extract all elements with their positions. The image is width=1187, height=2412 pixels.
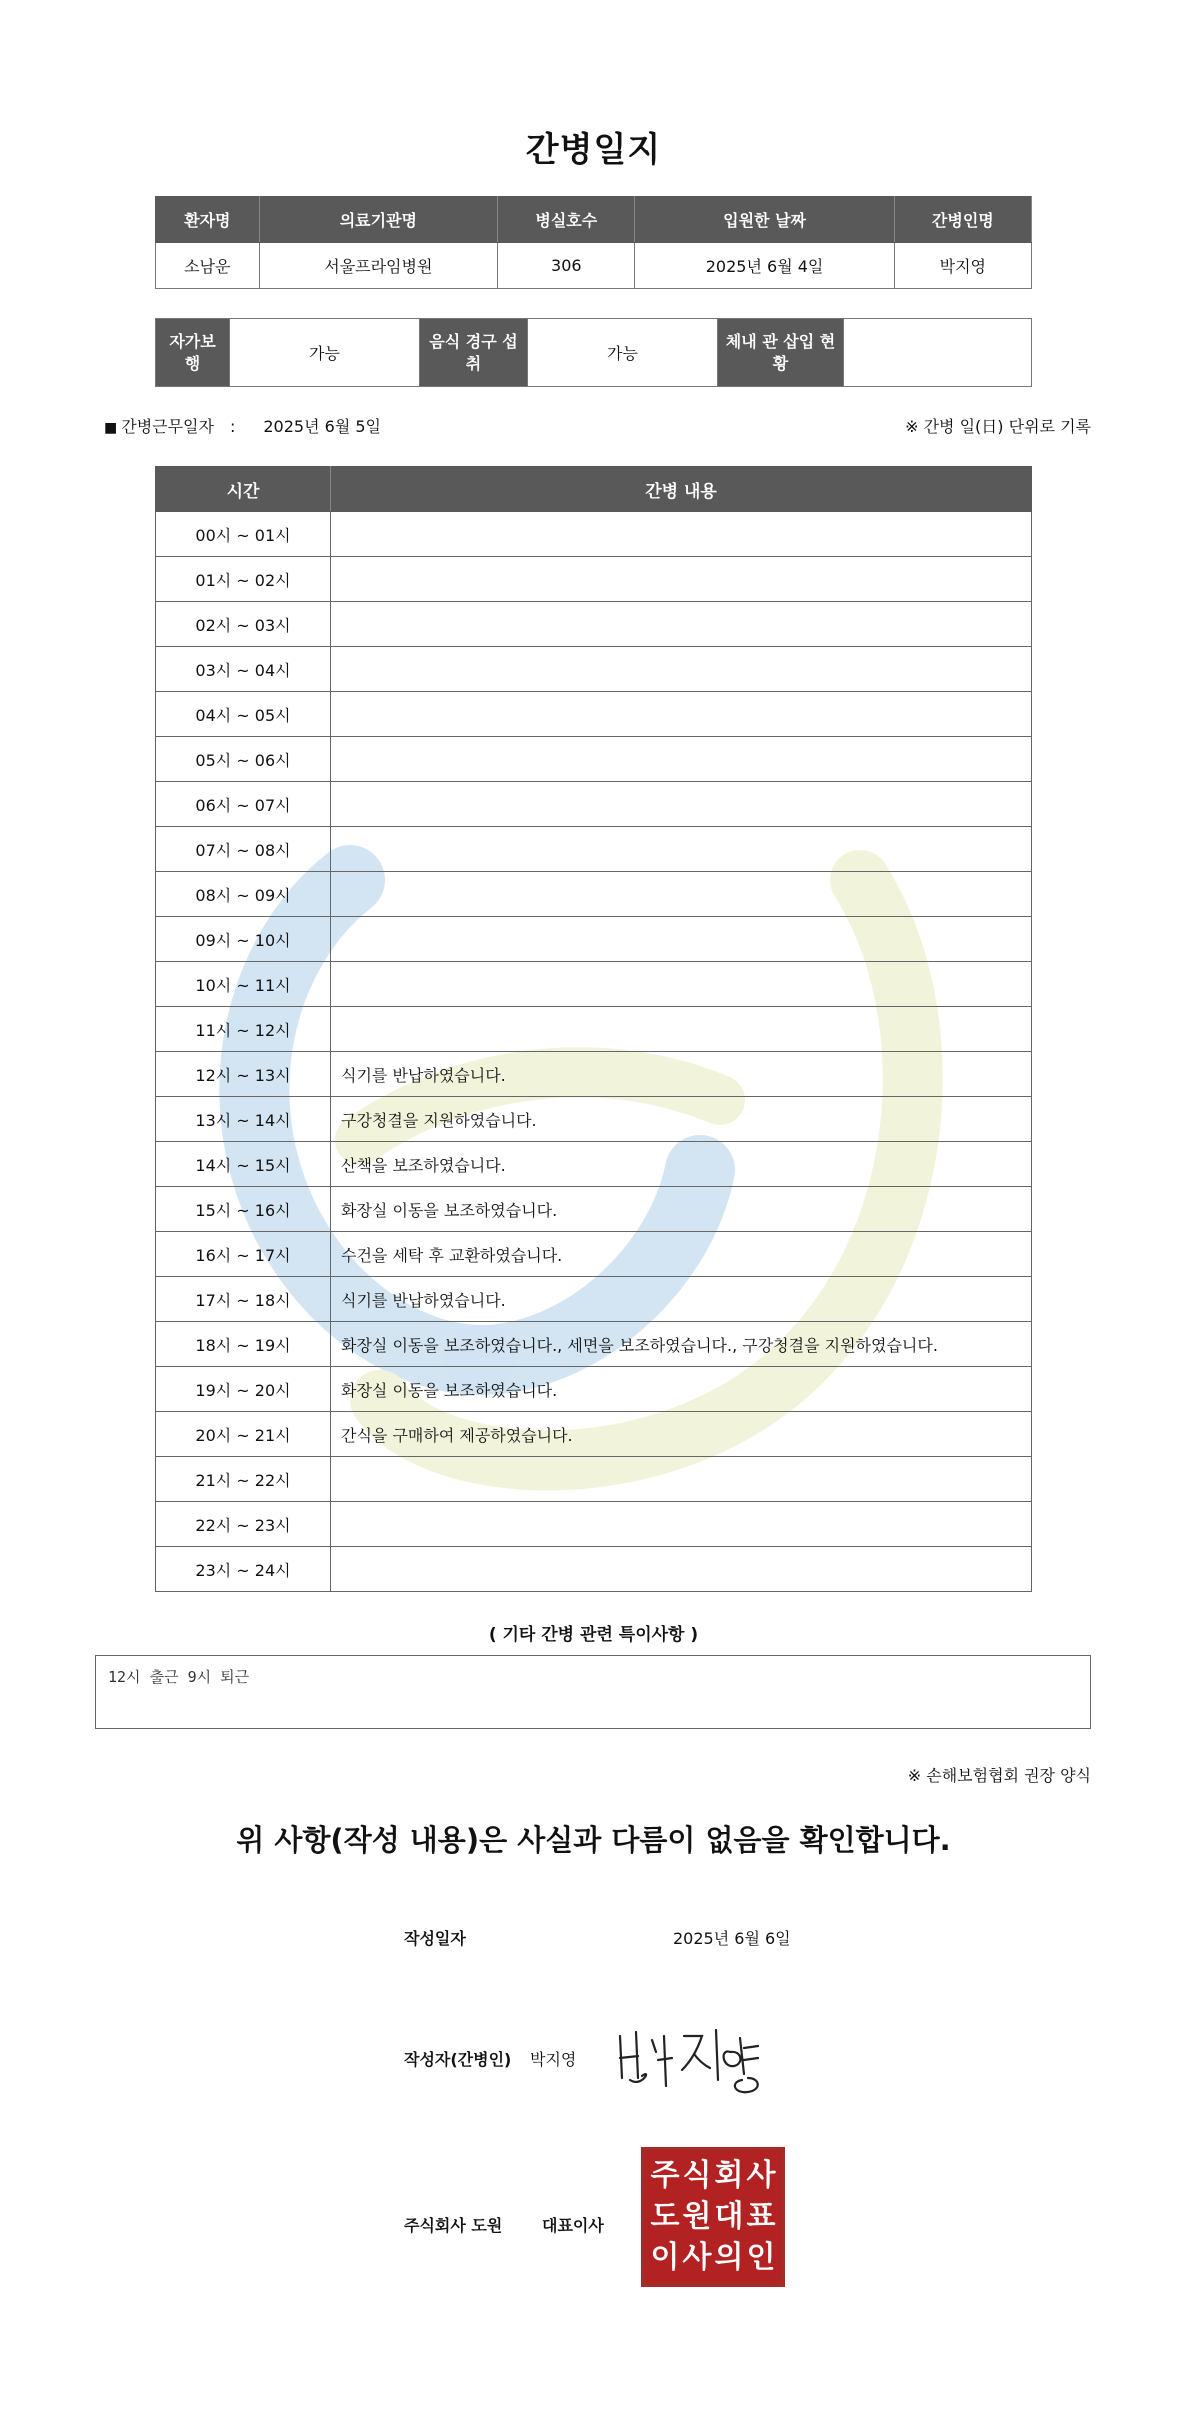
stamp-character: 원 [682,2198,712,2234]
table-row [156,962,1032,1007]
stamp-character: 대 [714,2198,744,2234]
care-content [331,782,1032,827]
caregiver-name-value: 박지영 [894,243,1031,289]
written-date-value: 2025년 6월 6일 [673,1929,791,1948]
care-content [331,1502,1032,1547]
admission-date-value: 2025년 6월 4일 [635,243,894,289]
time-slot: 23시 ~ 24시 [156,1547,331,1592]
care-content: 화장실 이동을 보조하였습니다., 세면을 보조하였습니다., 구강청결을 지원하였습니다. [331,1322,1032,1367]
care-content: 수건을 세탁 후 교환하였습니다. [331,1232,1032,1277]
table-row [156,1142,1032,1187]
time-slot: 03시 ~ 04시 [156,647,331,692]
time-slot: 08시 ~ 09시 [156,872,331,917]
room-number-header: 병실호수 [498,197,635,243]
oral-intake-value: 가능 [528,319,718,387]
time-slot: 18시 ~ 19시 [156,1322,331,1367]
time-slot: 22시 ~ 23시 [156,1502,331,1547]
patient-name-header: 환자명 [156,197,260,243]
table-row [156,917,1032,962]
table-row [156,602,1032,647]
table-row [156,1412,1032,1457]
time-slot: 07시 ~ 08시 [156,827,331,872]
care-content [331,692,1032,737]
table-row [156,557,1032,602]
care-content: 화장실 이동을 보조하였습니다. [331,1367,1032,1412]
room-number-value: 306 [498,243,635,289]
table-row [156,1097,1032,1142]
care-status-table [155,318,1032,387]
time-slot: 21시 ~ 22시 [156,1457,331,1502]
recommend-note: ※ 손해보험협회 권장 양식 [907,1766,1091,1785]
care-content [331,647,1032,692]
self-walk-label: 자가보행 [156,319,230,387]
time-slot: 06시 ~ 07시 [156,782,331,827]
care-content: 식기를 반납하였습니다. [331,1052,1032,1097]
table-row [156,1547,1032,1592]
time-slot: 16시 ~ 17시 [156,1232,331,1277]
time-slot: 10시 ~ 11시 [156,962,331,1007]
written-date-label: 작성일자 [404,1929,466,1948]
care-content [331,602,1032,647]
ceo-label: 대표이사 [542,2216,604,2235]
stamp-character: 주 [650,2157,680,2193]
table-row [156,1187,1032,1232]
table-row [156,647,1032,692]
table-row [156,1502,1032,1547]
table-row [156,692,1032,737]
table-row [156,1277,1032,1322]
care-content [331,827,1032,872]
time-slot: 11시 ~ 12시 [156,1007,331,1052]
care-log-table [155,466,1032,1592]
table-row [156,512,1032,557]
work-date-label: 간병근무일자 [121,417,214,436]
care-content: 산책을 보조하였습니다. [331,1142,1032,1187]
stamp-character: 도 [650,2198,680,2234]
table-row [156,1322,1032,1367]
tube-insertion-value [844,319,1032,387]
stamp-character: 사 [682,2240,712,2276]
care-content: 화장실 이동을 보조하였습니다. [331,1187,1032,1232]
stamp-character: 식 [682,2157,712,2193]
time-slot: 00시 ~ 01시 [156,512,331,557]
self-walk-value: 가능 [230,319,420,387]
unit-note: ※ 간병 일(日) 단위로 기록 [905,417,1091,436]
writer-label: 작성자(간병인) [404,2050,512,2069]
time-slot: 15시 ~ 16시 [156,1187,331,1232]
time-slot: 09시 ~ 10시 [156,917,331,962]
time-slot: 17시 ~ 18시 [156,1277,331,1322]
special-notes-box: 12시 출근 9시 퇴근 [95,1655,1091,1729]
time-slot: 04시 ~ 05시 [156,692,331,737]
patient-info-table [155,196,1032,289]
handwritten-signature [612,2018,792,2098]
confirmation-statement: 위 사항(작성 내용)은 사실과 다름이 없음을 확인합니다. [236,1823,951,1857]
square-bullet-icon: ■ [104,420,118,436]
table-row [156,872,1032,917]
care-content [331,1547,1032,1592]
time-slot: 19시 ~ 20시 [156,1367,331,1412]
table-row [156,1232,1032,1277]
content-header: 간병 내용 [331,467,1032,512]
table-row [156,782,1032,827]
table-row [156,737,1032,782]
care-content: 구강청결을 지원하였습니다. [331,1097,1032,1142]
special-notes-title: ( 기타 간병 관련 특이사항 ) [488,1625,699,1645]
care-content [331,1007,1032,1052]
patient-name-value: 소남운 [156,243,260,289]
caregiver-name-header: 간병인명 [894,197,1031,243]
care-content: 간식을 구매하여 제공하였습니다. [331,1412,1032,1457]
stamp-character: 표 [746,2198,776,2234]
hospital-name-value: 서울프라임병원 [259,243,498,289]
time-slot: 02시 ~ 03시 [156,602,331,647]
company-seal-stamp [641,2147,785,2287]
care-content [331,557,1032,602]
care-content [331,1457,1032,1502]
time-slot: 05시 ~ 06시 [156,737,331,782]
oral-intake-label: 음식 경구 섭취 [420,319,528,387]
care-content [331,872,1032,917]
stamp-character: 사 [746,2157,776,2193]
page-title: 간병일지 [525,130,662,170]
time-slot: 01시 ~ 02시 [156,557,331,602]
table-row [156,1052,1032,1097]
care-content [331,512,1032,557]
table-row [156,1007,1032,1052]
table-row [156,1457,1032,1502]
stamp-character: 의 [714,2240,744,2276]
time-slot: 20시 ~ 21시 [156,1412,331,1457]
table-row [156,1367,1032,1412]
work-date [104,414,381,437]
stamp-character: 회 [714,2157,744,2193]
table-row [156,827,1032,872]
work-date-colon: : [229,417,236,436]
time-header: 시간 [156,467,331,512]
stamp-character: 인 [746,2240,776,2276]
care-content: 식기를 반납하였습니다. [331,1277,1032,1322]
time-slot: 14시 ~ 15시 [156,1142,331,1187]
company-label: 주식회사 도원 [404,2216,503,2235]
time-slot: 13시 ~ 14시 [156,1097,331,1142]
writer-value: 박지영 [530,2050,577,2069]
care-content [331,962,1032,1007]
work-date-value: 2025년 6월 5일 [263,417,381,436]
time-slot: 12시 ~ 13시 [156,1052,331,1097]
hospital-name-header: 의료기관명 [259,197,498,243]
stamp-character: 이 [650,2240,680,2276]
care-content [331,917,1032,962]
admission-date-header: 입원한 날짜 [635,197,894,243]
care-content [331,737,1032,782]
tube-insertion-label: 체내 관 삽입 현황 [718,319,844,387]
